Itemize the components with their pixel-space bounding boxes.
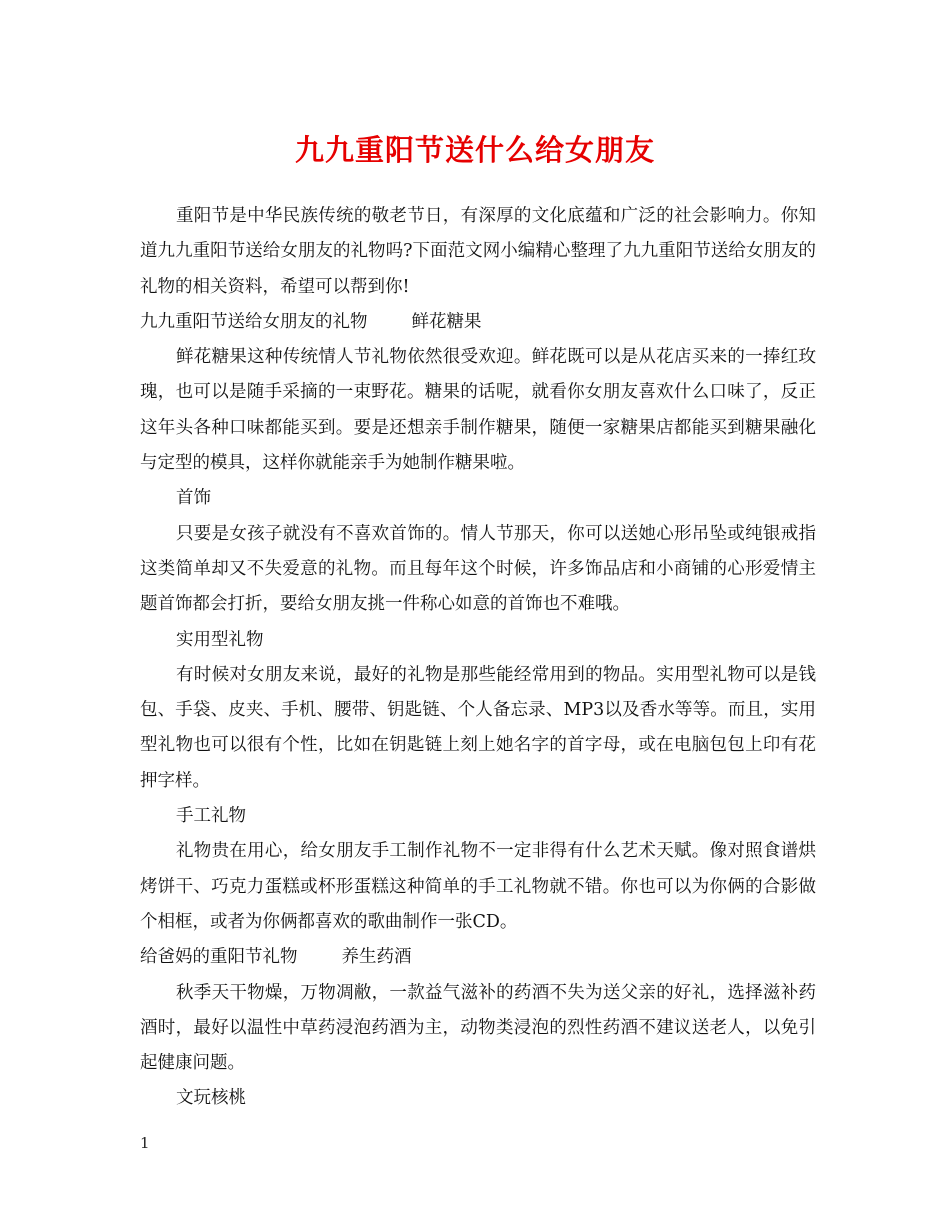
section-heading-text: 给爸妈的重阳节礼物 bbox=[140, 947, 298, 968]
document-title: 九九重阳节送什么给女朋友 bbox=[294, 133, 655, 167]
jewelry-paragraph: 只要是女孩子就没有不喜欢首饰的。情人节那天，你可以送她心形吊坠或纯银戒指这类简单却又不失爱意的礼物。而且每年这个时候，许多饰品店和小商铺的心形爱情主题首饰都会打折，要给女朋友挑一件称心如意的首饰也不难哦。 bbox=[140, 523, 816, 615]
flowers-candy-paragraph: 鲜花糖果这种传统情人节礼物依然很受欢迎。鲜花既可以是从花店买来的一捧红玫瑰，也可以是随手采摘的一束野花。糖果的话呢，就看你女朋友喜欢什么口味了，反正这年头各种口味都能买到。要是还想亲手制作糖果，随便一家糖果店都能买到糖果融化与定型的模具，这样你就能亲手为她制作糖果啦。 bbox=[140, 347, 816, 474]
practical-paragraph: 有时候对女朋友来说，最好的礼物是那些能经常用到的物品。实用型礼物可以是钱包、手袋、皮夹、手机、腰带、钥匙链、个人备忘录、MP3以及香水等等。而且，实用型礼物也可以很有个性，比如在钥匙链上刻上她名字的首字母，或在电脑包包上印有花押字样。 bbox=[140, 664, 816, 791]
subheading-flowers-candy: 鲜花糖果 bbox=[411, 311, 482, 332]
subheading-medicinal-wine: 养生药酒 bbox=[341, 947, 412, 968]
jewelry-heading: 首饰 bbox=[176, 488, 211, 509]
handmade-paragraph: 礼物贵在用心，给女朋友手工制作礼物不一定非得有什么艺术天赋。像对照食谱烘烤饼干、巧克力蛋糕或杯形蛋糕这种简单的手工礼物就不错。你也可以为你俩的合影做个相框，或者为你俩都喜欢的歌曲制作一张CD。 bbox=[140, 841, 816, 932]
handmade-heading: 手工礼物 bbox=[176, 806, 246, 827]
page-number: 1 bbox=[140, 1134, 150, 1152]
section-heading-girlfriend bbox=[140, 305, 816, 340]
section-heading-parents bbox=[140, 940, 816, 975]
walnut-heading: 文玩核桃 bbox=[176, 1088, 246, 1109]
section-heading-text: 九九重阳节送给女朋友的礼物 bbox=[140, 311, 368, 332]
intro-paragraph: 重阳节是中华民族传统的敬老节日，有深厚的文化底蕴和广泛的社会影响力。你知道九九重阳节送给女朋友的礼物吗?下面范文网小编精心整理了九九重阳节送给女朋友的礼物的相关资料，希望可以帮到你! bbox=[140, 206, 816, 297]
practical-heading: 实用型礼物 bbox=[176, 629, 264, 650]
document-body bbox=[140, 199, 816, 1117]
medicinal-wine-paragraph: 秋季天干物燥，万物凋敝，一款益气滋补的药酒不失为送父亲的好礼，选择滋补药酒时，最好以温性中草药浸泡药酒为主，动物类浸泡的烈性药酒不建议送老人，以免引起健康问题。 bbox=[140, 982, 816, 1074]
